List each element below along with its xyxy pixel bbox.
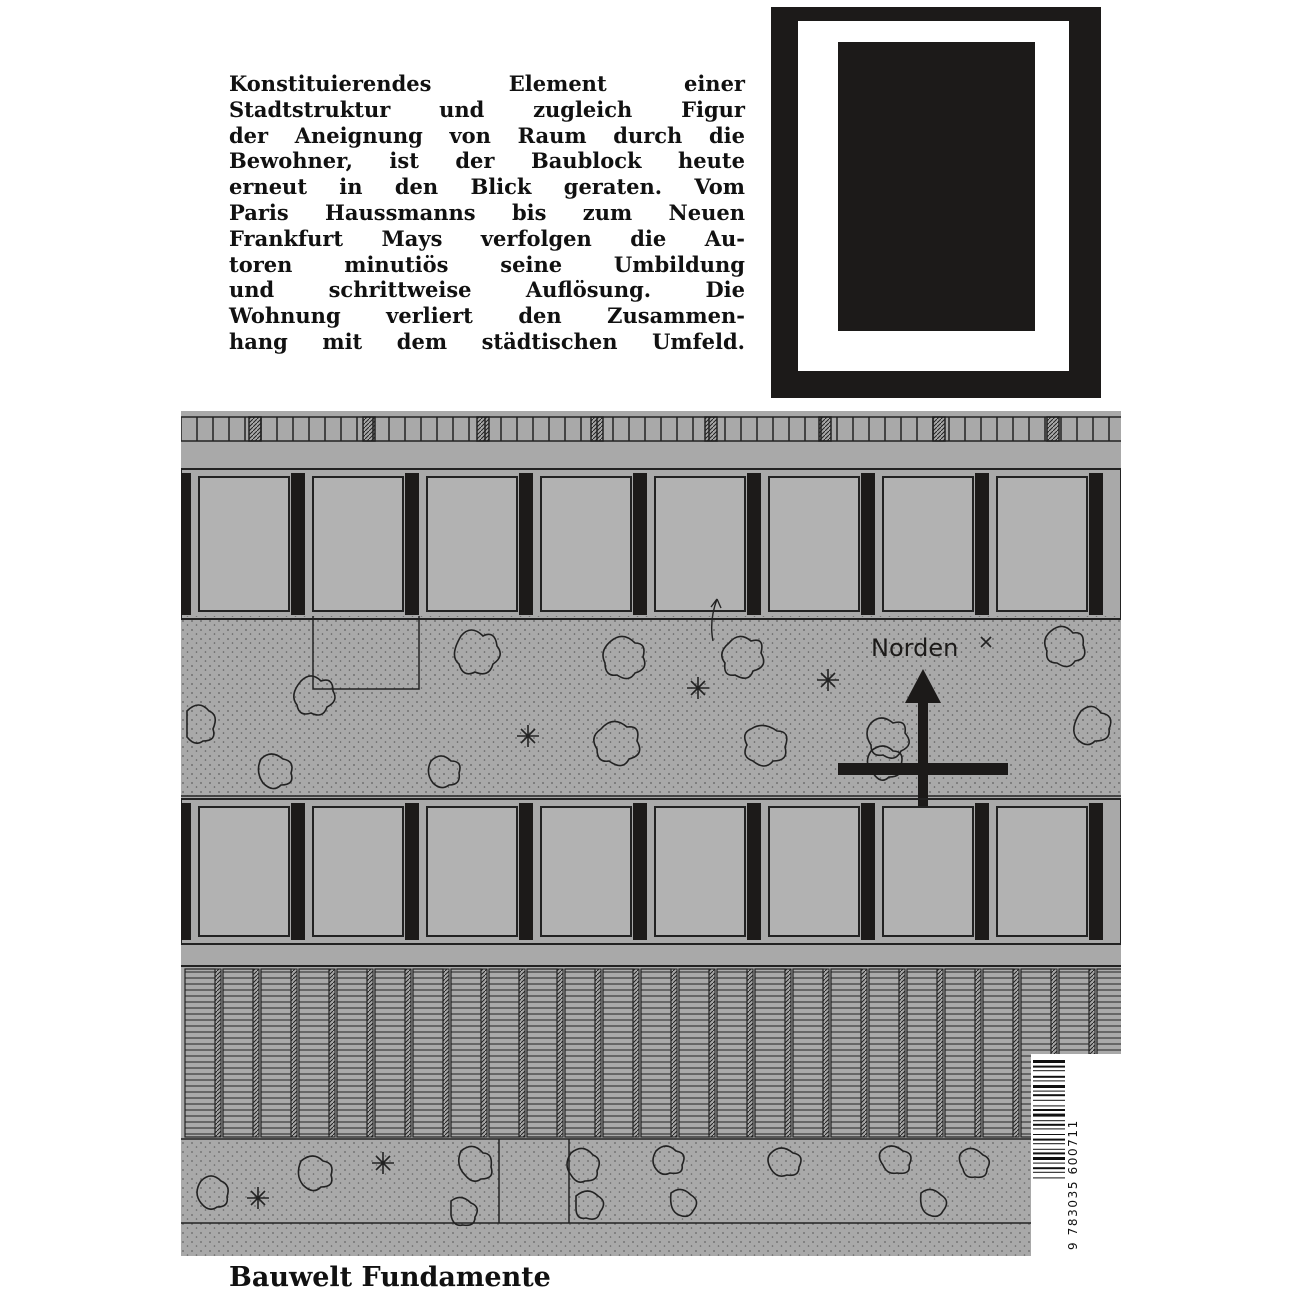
site-plan-illustration	[181, 411, 1121, 1256]
blurb-line: der Aneignung von Raum durch die	[229, 122, 745, 148]
blurb-line: hang mit dem städtischen Umfeld.	[229, 328, 745, 354]
blurb-line: toren minutiös seine Umbildung	[229, 251, 745, 277]
blurb-line: Paris Haussmanns bis zum Neuen	[229, 199, 745, 225]
blurb-line: Bewohner, ist der Baublock heute	[229, 148, 745, 174]
isbn-digits: 9 783035 600711	[1066, 1119, 1080, 1250]
lower-garden-strip	[181, 1139, 1121, 1256]
shed-row	[181, 966, 1121, 1137]
blurb-line: Konstituierendes Element einer	[229, 71, 745, 96]
blurb-line: erneut in den Blick geraten. Vom	[229, 174, 745, 200]
logo-core	[838, 42, 1035, 331]
blurb-line: Stadtstruktur und zugleich Figur	[229, 96, 745, 122]
compass-label: Norden	[871, 634, 959, 662]
back-cover-blurb	[229, 71, 745, 355]
series-logo	[771, 7, 1101, 398]
blurb-line: Frankfurt Mays verfolgen die Au-	[229, 225, 745, 251]
blurb-line: Wohnung verliert den Zusammen-	[229, 303, 745, 329]
series-title: Bauwelt Fundamente	[229, 1262, 551, 1293]
blurb-line: und schrittweise Auflösung. Die	[229, 277, 745, 303]
